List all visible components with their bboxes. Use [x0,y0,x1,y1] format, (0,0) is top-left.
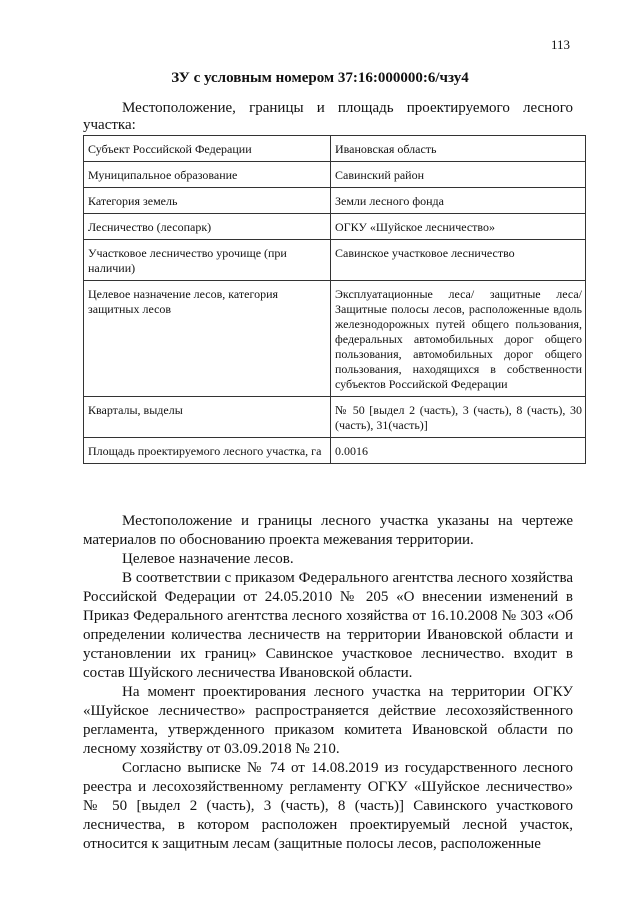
table-cell-label: Категория земель [84,188,331,214]
table-cell-label: Субъект Российской Федерации [84,136,331,162]
table-cell-value: № 50 [выдел 2 (часть), 3 (часть), 8 (часть), 30 (часть), 31(часть)] [331,397,586,438]
table-cell-value: ОГКУ «Шуйское лесничество» [331,214,586,240]
table-cell-value: Савинский район [331,162,586,188]
table-row [84,438,586,464]
table-row [84,240,586,281]
table-cell-label: Целевое назначение лесов, категория защитных лесов [84,281,331,397]
table-cell-label: Участковое лесничество урочище (при наличии) [84,240,331,281]
table-row [84,397,586,438]
table-cell-value: Земли лесного фонда [331,188,586,214]
paragraph: Согласно выписке № 74 от 14.08.2019 из государственного лесного реестра и лесохозяйственному регламенту ОГКУ «Шуйское лесничество» № 50 [выдел 2 (часть), 3 (часть), 8 (часть)] Савинского участкового лесничества, в котором расположен проектируемый лесной участок, относится к защитным лесам (защитные полосы лесов, расположенные [83,760,573,852]
table-row [84,162,586,188]
table-cell-value: Савинское участковое лесничество [331,240,586,281]
table-row [84,281,586,397]
page-number: 113 [550,37,570,52]
intro-paragraph: Местоположение, границы и площадь проектируемого лесного участка: [83,100,573,133]
table-row [84,214,586,240]
table-cell-value: 0.0016 [331,438,586,464]
section-heading: ЗУ с условным номером 37:16:000000:6/чзу4 [171,70,469,86]
paragraph: В соответствии с приказом Федерального агентства лесного хозяйства Российской Федерации от 24.05.2010 № 205 «О внесении изменений в Приказ Федерального агентства лесного хозяйства от 16.10.2008 № 303 «Об определении количества лесничеств на территории Ивановской области и установлении их границ» Савинское участковое лесничество. входит в состав Шуйского лесничества Ивановской области. [83,570,573,681]
table-row [84,188,586,214]
table-cell-label: Площадь проектируемого лесного участка, га [84,438,331,464]
table-cell-label: Муниципальное образование [84,162,331,188]
table-cell-label: Кварталы, выделы [84,397,331,438]
table-cell-label: Лесничество (лесопарк) [84,214,331,240]
table-cell-value: Эксплуатационные леса/ защитные леса/ Защитные полосы лесов, расположенные вдоль железнодорожных путей общего пользования, федеральных автомобильных дорог общего пользования, автомобильных дорог общего пользования, находящихся в собственности субъектов Российской Федерации [331,281,586,397]
paragraph: Местоположение и границы лесного участка указаны на чертеже материалов по обоснованию проекта межевания территории. [83,513,573,548]
table-row [84,136,586,162]
plot-info-table [83,135,586,464]
paragraph: Целевое назначение лесов. [122,551,294,567]
body-text [83,512,573,854]
table-cell-value: Ивановская область [331,136,586,162]
paragraph: На момент проектирования лесного участка на территории ОГКУ «Шуйское лесничество» распространяется действие лесохозяйственного регламента, утвержденного приказом комитета Ивановской области по лесному хозяйству от 03.09.2018 № 210. [83,684,573,757]
